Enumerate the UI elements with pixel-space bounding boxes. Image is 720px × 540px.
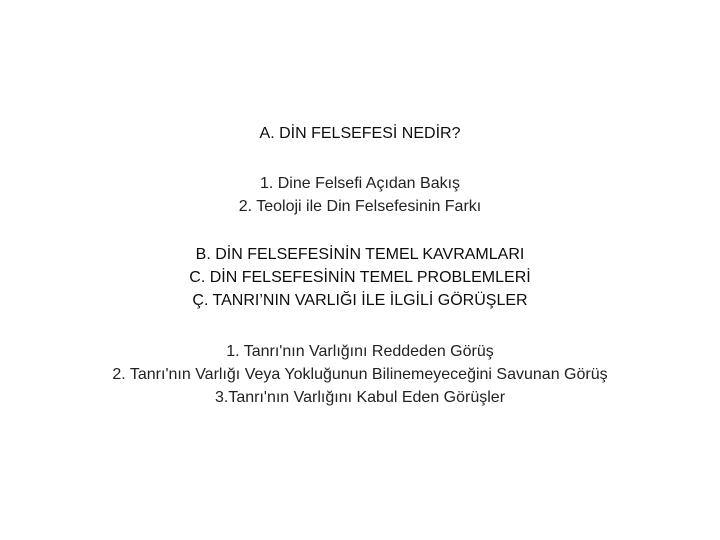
- section-a-heading-block: [0, 122, 720, 145]
- section-b-title: B. DİN FELSEFESİNİN TEMEL KAVRAMLARI: [195, 246, 525, 263]
- section-a-item-1: 1. Dine Felsefi Açıdan Bakış: [259, 175, 461, 192]
- section-a-items: [0, 172, 720, 218]
- section-c-title: C. DİN FELSEFESİNİN TEMEL PROBLEMLERİ: [189, 269, 531, 286]
- section-a-item-2: 2. Teoloji ile Din Felsefesinin Farkı: [238, 198, 482, 215]
- view-item-2: 2. Tanrı'nın Varlığı Veya Yokluğunun Bilinemeyeceğini Savunan Görüş: [112, 366, 608, 383]
- views-list: [0, 340, 720, 409]
- view-item-1: 1. Tanrı'nın Varlığını Reddeden Görüş: [226, 343, 494, 360]
- view-item-3: 3.Tanrı'nın Varlığını Kabul Eden Görüşler: [214, 389, 506, 406]
- section-headings-list: [0, 243, 720, 312]
- section-a-title: A. DİN FELSEFESİ NEDİR?: [259, 125, 461, 142]
- section-c-cedilla-title: Ç. TANRI’NIN VARLIĞI İLE İLGİLİ GÖRÜŞLER: [192, 292, 528, 309]
